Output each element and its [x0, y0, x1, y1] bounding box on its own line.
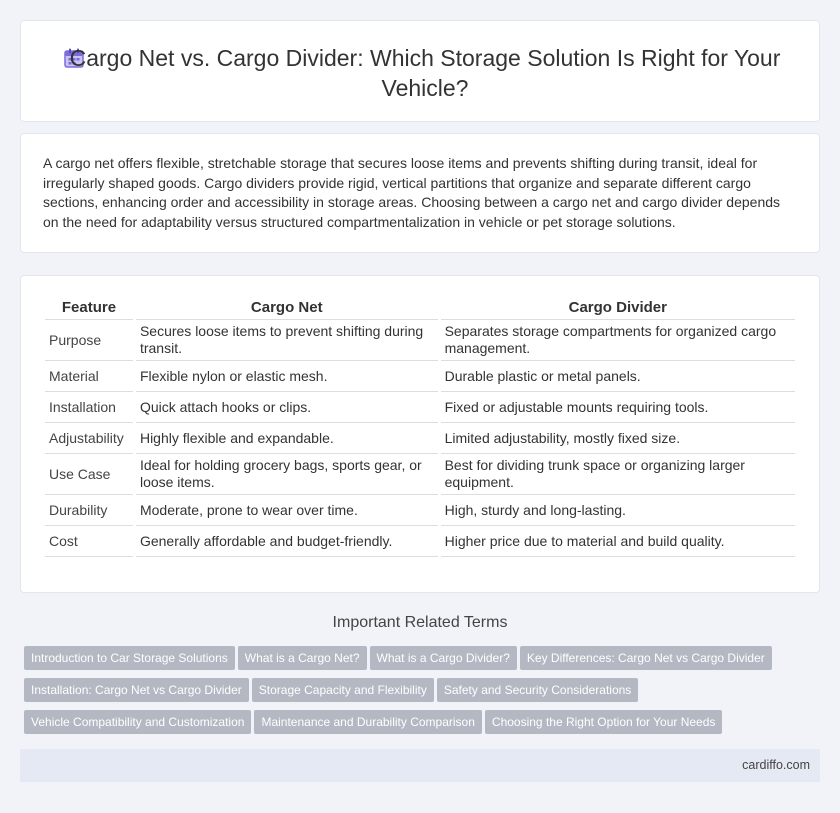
- related-term-tag[interactable]: Key Differences: Cargo Net vs Cargo Divider: [520, 646, 772, 670]
- table-row: [45, 392, 795, 423]
- tag-row: [24, 678, 641, 702]
- cargo-divider-cell: Durable plastic or metal panels.: [441, 361, 795, 392]
- feature-cell: Cost: [45, 526, 133, 557]
- cargo-net-cell: Moderate, prone to wear over time.: [136, 495, 438, 526]
- feature-cell: Material: [45, 361, 133, 392]
- comparison-table-card: [20, 275, 820, 593]
- feature-cell: Purpose: [45, 320, 133, 361]
- feature-cell: Installation: [45, 392, 133, 423]
- related-term-tag[interactable]: What is a Cargo Net?: [238, 646, 367, 670]
- table-row: [45, 361, 795, 392]
- table-row: [45, 495, 795, 526]
- summary-text: A cargo net offers flexible, stretchable storage that secures loose items and prevents shifting during transit, ideal for irregularly shaped goods. Cargo dividers provide rigid, vertical partitions that organize and separate different cargo sections, enhancing order and accessibility in storage areas. Choosing between a cargo net and cargo divider depends on the need for adaptability versus structured compartmentalization in vehicle or pet storage solutions.: [43, 155, 781, 230]
- header-feature: Feature: [45, 296, 133, 320]
- table-header-row: [45, 296, 795, 320]
- feature-cell: Use Case: [45, 454, 133, 495]
- related-term-tag[interactable]: Vehicle Compatibility and Customization: [24, 710, 251, 734]
- cargo-divider-cell: Limited adjustability, mostly fixed size.: [441, 423, 795, 454]
- table-row: [45, 320, 795, 361]
- related-term-tag[interactable]: Installation: Cargo Net vs Cargo Divider: [24, 678, 249, 702]
- feature-cell: Adjustability: [45, 423, 133, 454]
- footer-site-link[interactable]: cardiffo.com: [742, 758, 810, 772]
- related-term-tag[interactable]: Maintenance and Durability Comparison: [254, 710, 481, 734]
- tag-row: [24, 710, 725, 734]
- page-title: Cargo Net vs. Cargo Divider: Which Storage Solution Is Right for Your Vehicle?: [69, 45, 781, 101]
- related-term-tag[interactable]: What is a Cargo Divider?: [370, 646, 517, 670]
- header-cargo-divider: Cargo Divider: [441, 296, 795, 320]
- cargo-net-cell: Generally affordable and budget-friendly.: [136, 526, 438, 557]
- cargo-net-cell: Ideal for holding grocery bags, sports gear, or loose items.: [136, 454, 438, 495]
- related-term-tag[interactable]: Safety and Security Considerations: [437, 678, 638, 702]
- cargo-net-cell: Flexible nylon or elastic mesh.: [136, 361, 438, 392]
- related-term-tag[interactable]: Choosing the Right Option for Your Needs: [485, 710, 722, 734]
- tag-row: [24, 646, 775, 670]
- table-row: [45, 423, 795, 454]
- related-term-tag[interactable]: Storage Capacity and Flexibility: [252, 678, 434, 702]
- cargo-divider-cell: Fixed or adjustable mounts requiring tools.: [441, 392, 795, 423]
- cargo-divider-cell: Separates storage compartments for organized cargo management.: [441, 320, 795, 361]
- summary-card: [20, 133, 820, 253]
- feature-cell: Durability: [45, 495, 133, 526]
- related-term-tag[interactable]: Introduction to Car Storage Solutions: [24, 646, 235, 670]
- cargo-divider-cell: Best for dividing trunk space or organizing larger equipment.: [441, 454, 795, 495]
- related-terms-heading: Important Related Terms: [332, 614, 508, 631]
- cargo-net-cell: Secures loose items to prevent shifting during transit.: [136, 320, 438, 361]
- footer: [20, 749, 820, 782]
- table-row: [45, 526, 795, 557]
- cargo-divider-cell: High, sturdy and long-lasting.: [441, 495, 795, 526]
- cargo-net-cell: Quick attach hooks or clips.: [136, 392, 438, 423]
- comparison-table: [42, 296, 798, 557]
- header-card: [20, 20, 820, 122]
- header-cargo-net: Cargo Net: [136, 296, 438, 320]
- cargo-net-cell: Highly flexible and expandable.: [136, 423, 438, 454]
- cargo-divider-cell: Higher price due to material and build quality.: [441, 526, 795, 557]
- table-row: [45, 454, 795, 495]
